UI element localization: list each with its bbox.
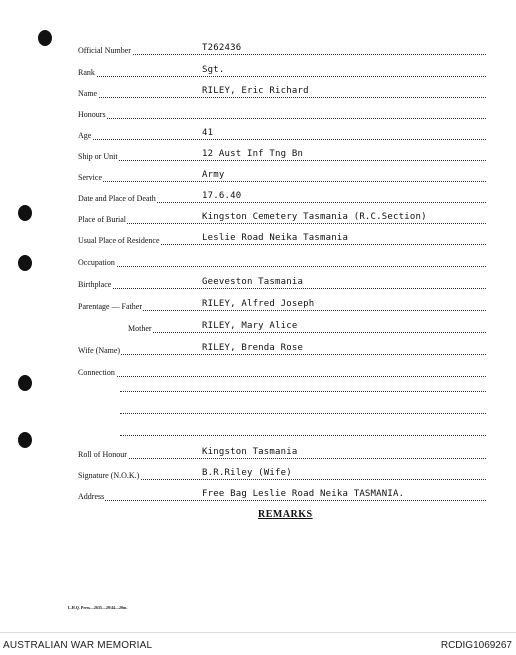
field-label: Rank: [78, 68, 95, 77]
punch-hole-icon: [18, 205, 32, 221]
field-label: Wife (Name): [78, 346, 121, 355]
field-value: Sgt.: [202, 65, 225, 75]
record-id: RCDIG1069267: [440, 640, 512, 651]
field-age: [78, 127, 486, 141]
punch-hole-icon: [38, 30, 52, 46]
field-roll-of-honour: [78, 446, 486, 460]
field-wife: [78, 342, 486, 356]
field-value: RILEY, Brenda Rose: [202, 343, 304, 353]
field-value: Leslie Road Neika Tasmania: [202, 233, 349, 243]
field-date-place-of-death: [78, 190, 486, 204]
punch-hole-icon: [18, 375, 32, 391]
field-value: B.R.Riley (Wife): [202, 468, 292, 478]
connection-line: [120, 434, 486, 436]
field-service: [78, 169, 486, 183]
field-label: Service: [78, 173, 102, 182]
field-label: Official Number: [78, 46, 131, 55]
field-usual-residence: [78, 232, 486, 246]
field-connection: [78, 364, 486, 378]
field-ship-or-unit: [78, 148, 486, 162]
field-label: Mother: [128, 324, 152, 333]
field-label: Birthplace: [78, 280, 112, 289]
field-honours: [78, 106, 486, 120]
field-address: [78, 488, 486, 502]
field-official-number: [78, 42, 486, 56]
field-label: Occupation: [78, 258, 115, 267]
field-value: RILEY, Eric Richard: [202, 86, 309, 96]
field-mother: [78, 320, 486, 334]
archive-footer: [0, 632, 516, 655]
field-label: Roll of Honour: [78, 450, 127, 459]
field-label: Address: [78, 492, 105, 501]
connection-line: [120, 390, 486, 392]
field-value: T262436: [202, 43, 242, 53]
field-value: Free Bag Leslie Road Neika TASMANIA.: [202, 489, 405, 499]
field-value: 17.6.40: [202, 191, 242, 201]
scan-edge: [0, 0, 516, 4]
field-father: [78, 298, 486, 312]
field-value: RILEY, Mary Alice: [202, 321, 298, 331]
field-value: Geeveston Tasmania: [202, 277, 304, 287]
field-value: 41: [202, 128, 214, 138]
punch-hole-icon: [18, 255, 32, 271]
field-label: Signature (N.O.K.): [78, 471, 140, 480]
archive-name: AUSTRALIAN WAR MEMORIAL: [3, 640, 153, 651]
field-name: [78, 85, 486, 99]
printer-imprint: L.H.Q. Press—2635—20/44—20m.: [68, 605, 128, 610]
field-label: Connection: [78, 368, 115, 377]
remarks-heading: REMARKS: [258, 509, 313, 520]
field-label: Date and Place of Death: [78, 194, 156, 203]
field-value: 12 Aust Inf Tng Bn: [202, 149, 304, 159]
punch-hole-icon: [18, 432, 32, 448]
connection-line: [120, 412, 486, 414]
field-label: Usual Place of Residence: [78, 236, 160, 245]
field-value: Kingston Cemetery Tasmania (R.C.Section): [202, 212, 427, 222]
field-value: Army: [202, 170, 225, 180]
field-signature-nok: [78, 467, 486, 481]
field-rank: [78, 64, 486, 78]
field-occupation: [78, 254, 486, 268]
field-label: Place of Burial: [78, 215, 126, 224]
field-place-of-burial: [78, 211, 486, 225]
field-value: RILEY, Alfred Joseph: [202, 299, 315, 309]
field-value: Kingston Tasmania: [202, 447, 298, 457]
field-label: Age: [78, 131, 92, 140]
field-label: Parentage — Father: [78, 302, 142, 311]
field-label: Name: [78, 89, 98, 98]
field-label: Ship or Unit: [78, 152, 118, 161]
field-birthplace: [78, 276, 486, 290]
field-label: Honours: [78, 110, 106, 119]
